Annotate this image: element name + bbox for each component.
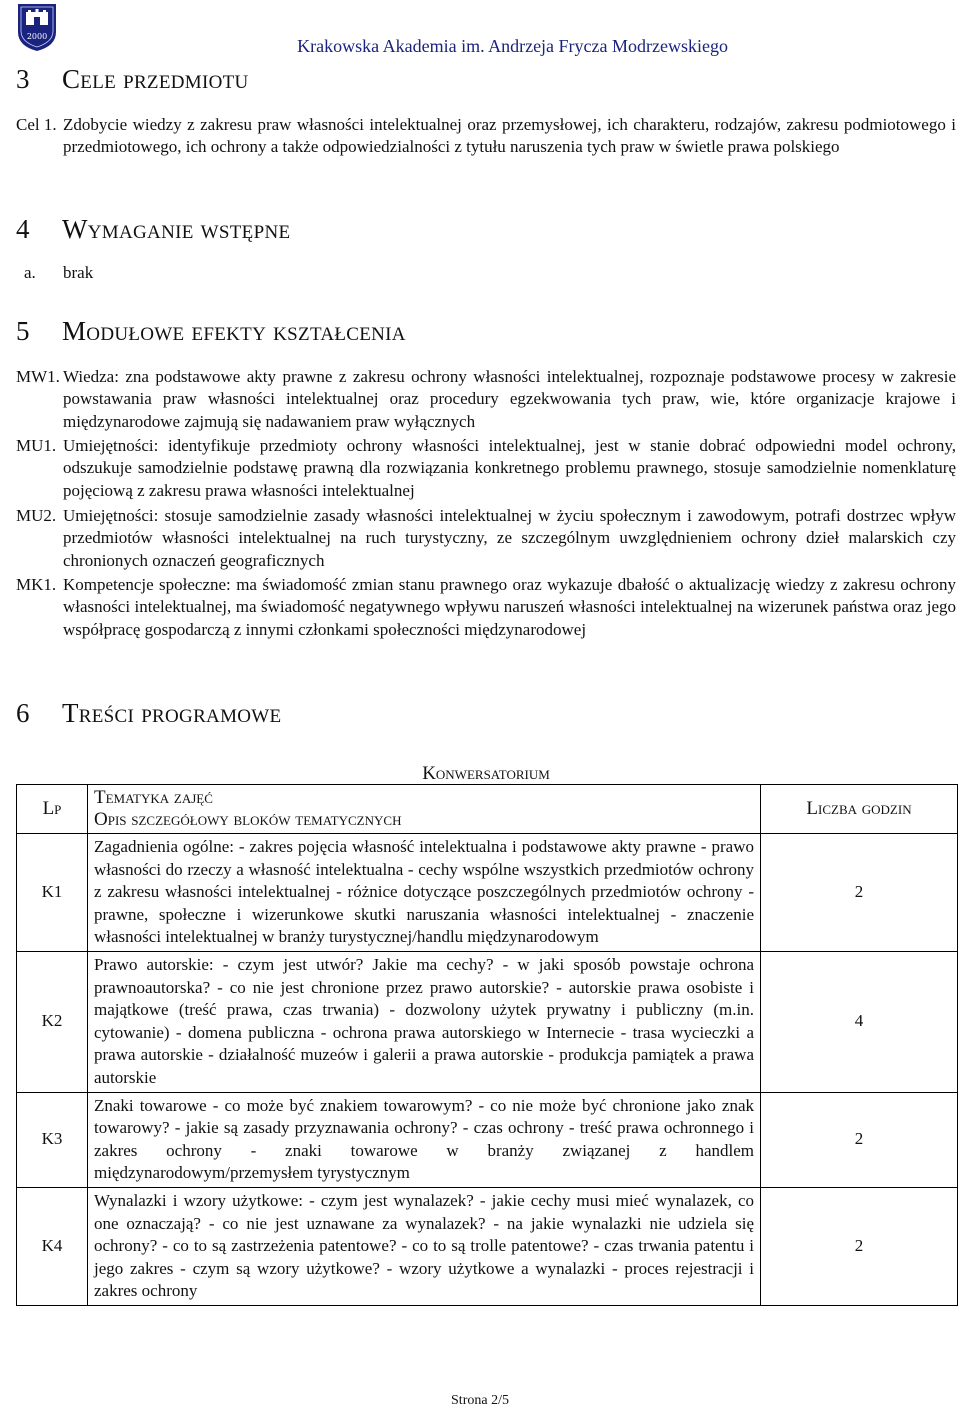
outcome-text: Umiejętności: stosuje samodzielnie zasady własności intelektualnej w życiu społecznym i zawodowym, potrafi dostrzec wpływ przedmiotów własności intelektualnej na ruch turystyczny, ze szczególnym uwzględnieniem ochrony dzieł malarskich czy chronionych oznaczeń geograficznych [63,506,956,570]
row-hours: 2 [761,834,958,952]
svg-text:2000: 2000 [26,32,48,41]
row-lp: K1 [17,834,88,952]
requirement-item [16,262,956,284]
table-row [17,951,958,1092]
institution-name: Krakowska Akademia im. Andrzeja Frycza Modrzewskiego [297,36,728,56]
section-number: 3 [16,64,30,94]
requirement-label: a. [24,263,36,282]
outcome-label: MU1. [16,436,57,455]
header-topic-line1: Tematyka zajęć [94,787,213,808]
section-title: Modułowe efekty kształcenia [62,316,406,346]
table-row [17,1187,958,1305]
row-hours: 4 [761,951,958,1092]
row-lp: K4 [17,1187,88,1305]
section-title: Wymaganie wstępne [62,214,291,244]
section-3-heading [16,64,249,95]
section-number: 4 [16,214,30,244]
row-hours: 2 [761,1092,958,1187]
program-table [16,784,958,1306]
goal-label: Cel 1. [16,115,57,134]
table-row [17,834,958,952]
section-number: 6 [16,698,30,728]
section-6-heading [16,698,281,729]
section-title: Cele przedmiotu [62,64,249,94]
outcome-item-mw1 [16,366,956,433]
outcome-item-mk1 [16,574,956,641]
outcome-label: MW1. [16,367,60,386]
outcome-text: Umiejętności: identyfikuje przedmioty ochrony własności intelektualnej, jest w stanie dobrać odpowiedni model ochrony, odszukuje samodzielnie podstawę prawną dla rozwiązania konkretnego problemu prawnego, stosuje samodzielnie nomenklaturę pojęciową z zakresu prawa własności intelektualnej [63,436,956,500]
row-topic: Znaki towarowe - co może być znakiem towarowym? - co nie może być chronione jako znak towarowy? - jakie są zasady przyznawania ochrony? - czas ochrony - treść prawa ochronnego i zakres ochrony - znaki towarowe w branży związanej z handlem międzynarodowym/przemysłem tyrystycznym [88,1092,761,1187]
requirement-text: brak [63,263,94,282]
row-topic: Prawo autorskie: - czym jest utwór? Jakie ma cechy? - w jaki sposób powstaje ochrona prawnoautorska? - co nie jest chronione przez prawo autorskie? - autorskie prawa osobiste i majątkowe (treść prawa, czas trwania) - dozwolony użytek prywatny i publiczny (m.in. cytowanie) - domena publiczna - ochrona prawa autorskiego w Internecie - trasa wycieczki a prawa autorskie - działalność muzeów i galerii a prawa autorskie - produkcja pamiątek a prawa autorskie [88,951,761,1092]
row-topic: Zagadnienia ogólne: - zakres pojęcia własność intelektualna i podstawowe akty prawne - prawo własności do rzeczy a własność intelektualna - cechy wspólne wszystkich przedmiotów ochrony z zakresu własności intelektualnej - różnice dotyczące poszczególnych przedmiotów ochrony - prawne, społeczne i wizerunkowe skutki naruszania własności intelektualnej - znaczenie własności intelektualnej w branży turystycznej/handlu międzynarodowym [88,834,761,952]
header-topic-line2: Opis szczegółowy bloków tematycznych [94,809,402,830]
header-topic [88,785,761,834]
row-topic: Wynalazki i wzory użytkowe: - czym jest wynalazek? - jakie cechy musi mieć wynalazek, co one oznaczają? - co nie jest uznawane za wynalazek? - na jakie wynalazki nie udziela się ochrony? - co to są zastrzeżenia patentowe? - co to są trolle patentowe? - czas trwania patentu i jego zakres - czym są wzory użytkowe? - wzory użytkowe a wynalazki - proces rejestracji i zakres ochrony [88,1187,761,1305]
section-5-heading [16,316,406,347]
table-row [17,1092,958,1187]
outcome-text: Kompetencje społeczne: ma świadomość zmian stanu prawnego oraz wykazuje dbałość o aktualizację wiedzy z zakresu ochrony własności intelektualnej, ma świadomość negatywnego wpływu naruszeń własności intelektualnej na wizerunek państwa oraz jego współpracę gospodarczą z innymi członkami społeczności międzynarodowej [63,575,956,639]
outcome-label: MU2. [16,506,57,525]
outcome-label: MK1. [16,575,57,594]
page-number: Strona 2/5 [451,1393,509,1408]
goal-text: Zdobycie wiedzy z zakresu praw własności intelektualnej oraz przemysłowej, ich charakteru, rodzajów, zakresu podmiotowego i przedmiotowego, ich ochrony a także odpowiedzialności z tytułu naruszenia tych praw w świetle prawa polskiego [63,115,956,157]
row-lp: K3 [17,1092,88,1187]
section-4-heading [16,214,290,245]
section-title: Treści programowe [62,698,282,728]
table-title: Konwersatorium [422,763,550,784]
table-header-row [17,785,958,834]
outcome-text: Wiedza: zna podstawowe akty prawne z zakresu ochrony własności intelektualnej, rozpoznaje podstawowe procesy w zakresie powstawania praw własności intelektualnej oraz procedury egzekwowania tych praw, wie, które organizacje krajowe i międzynarodowe zajmują się nadawaniem praw wyłącznych [63,367,956,431]
header-hours: Liczba godzin [761,785,958,834]
outcome-item-mu2 [16,505,956,572]
section-number: 5 [16,316,30,346]
goal-item [16,114,956,159]
university-crest-icon [16,2,58,52]
outcome-item-mu1 [16,435,956,502]
row-hours: 2 [761,1187,958,1305]
row-lp: K2 [17,951,88,1092]
header-lp: Lp [17,785,88,834]
